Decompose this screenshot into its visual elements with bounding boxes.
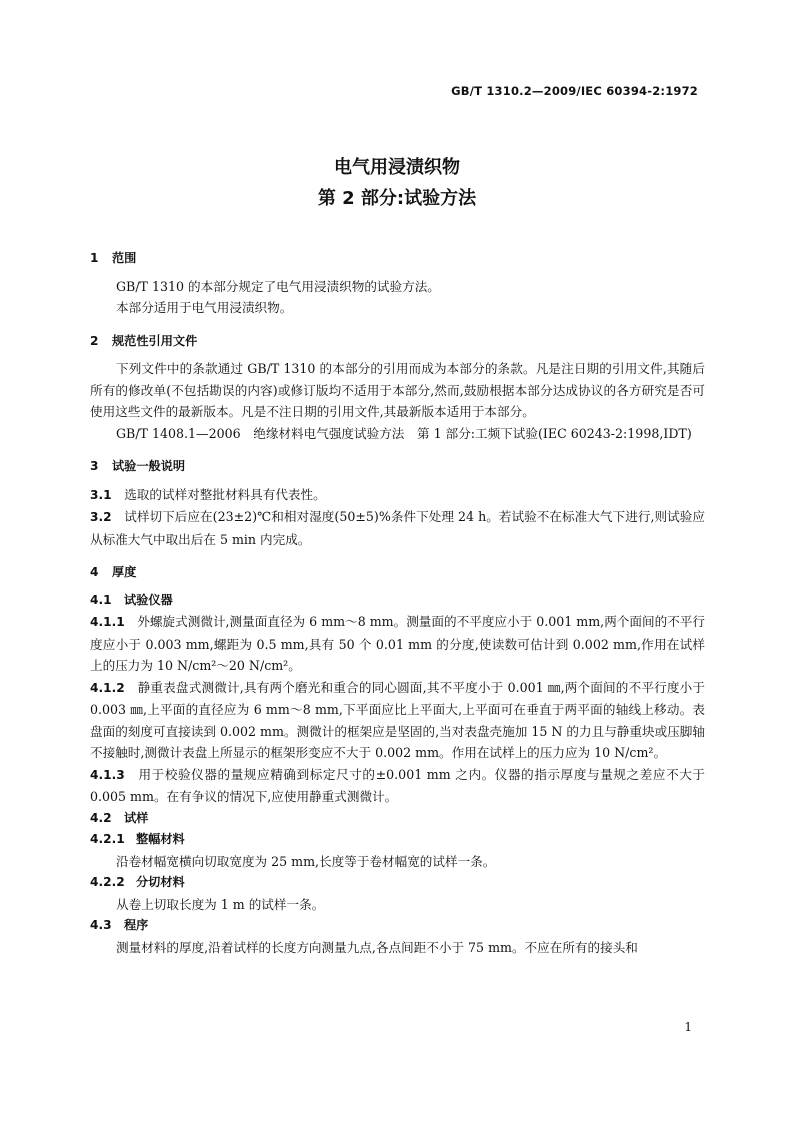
document-title-line2: 第 2 部分:试验方法 (317, 188, 477, 209)
clause-number: 4.2.2 (90, 875, 125, 889)
clause-3-2 (90, 506, 705, 550)
section-3-heading (90, 456, 705, 478)
clause-3-1 (90, 484, 705, 507)
section-number: 4 (90, 565, 99, 579)
clause-number: 3.2 (90, 510, 112, 524)
clause-number: 4.2.1 (90, 832, 125, 846)
clause-number: 4.1.3 (90, 767, 125, 782)
paragraph: 沿卷材幅宽横向切取宽度为 25 mm,长度等于卷材幅宽的试样一条。 (116, 853, 496, 869)
clause-4-2-1-heading (90, 829, 705, 851)
clause-title: 分切材料 (136, 875, 185, 889)
section-title: 试验一般说明 (112, 459, 186, 473)
reference-item: GB/T 1408.1—2006 绝缘材料电气强度试验方法 第 1 部分:工频下试验(IEC 60243-2:1998,IDT) (116, 425, 692, 441)
page-number: 1 (684, 1020, 692, 1034)
section-1-heading (90, 248, 705, 270)
clause-4-2-2-heading (90, 872, 705, 894)
clause-4-2-heading (90, 808, 705, 830)
section-2-heading (90, 331, 705, 353)
clause-text: 选取的试样对整批材料具有代表性。 (124, 486, 326, 502)
section-title: 厚度 (112, 565, 137, 579)
section-title: 规范性引用文件 (112, 333, 198, 348)
clause-4-3-heading (90, 915, 705, 937)
standard-number: GB/T 1310.2—2009/IEC 60394-2:1972 (451, 84, 698, 98)
clause-number: 4.3 (90, 918, 112, 932)
clause-text: 用于校验仪器的量规应精确到标定尺寸的±0.001 mm 之内。仪器的指示厚度与量规之差应不大于 0.005 mm。在有争议的情况下,应使用静重式测微计。 (90, 766, 706, 804)
paragraph: GB/T 1310 的本部分规定了电气用浸渍织物的试验方法。 (116, 278, 440, 294)
section-4-heading (90, 562, 705, 584)
section-number: 2 (90, 333, 99, 348)
section-title: 范围 (112, 251, 137, 265)
clause-number: 4.2 (90, 810, 112, 825)
clause-4-1-3 (90, 764, 705, 808)
paragraph: 下列文件中的条款通过 GB/T 1310 的本部分的引用而成为本部分的条款。凡是注日期的引用文件,其随后所有的修改单(不包括勘误的内容)或修订版均不适用于本部分,然而,鼓励根据本部分达成协议的各方研究是否可使用这些文件的最新版本。凡是不注日期的引用文件,其最新版本适用于本部分。 (90, 361, 705, 419)
clause-text: 外螺旋式测微计,测量面直径为 6 mm～8 mm。测量面的不平度应小于 0.001 mm,两个面间的不平行度应小于 0.003 mm,螺距为 0.5 mm,具有 50 个 0.01 mm 的分度,使读数可估计到 0.002 mm,作用在试样上的压力为 10 N/cm²～20 N/cm²。 (90, 614, 706, 673)
clause-4-1-heading (90, 590, 705, 612)
clause-number: 4.1.2 (90, 680, 125, 695)
paragraph: 从卷上切取长度为 1 m 的试样一条。 (116, 896, 325, 912)
clause-title: 试样 (124, 810, 149, 825)
document-title-line1: 电气用浸渍织物 (334, 157, 460, 178)
clause-text: 静重表盘式测微计,具有两个磨光和重合的同心圆面,其不平度小于 0.001 ㎜,两个面间的不平行度小于 0.003 ㎜,上平面的直径应为 6 mm～8 mm,下平面应比上平面大,上平面可在垂直于两平面的轴线上移动。表盘面的刻度可直接读到 0.002 mm。测微计的框架应是坚固的,当对表盘壳施加 15 N 的力且与静重块或压脚轴不接触时,测微计表盘上所显示的框架形变应不大于 0.002 mm。作用在试样上的压力应为 10 N/cm²。 (90, 679, 705, 760)
clause-4-1-2 (90, 677, 705, 764)
paragraph: 测量材料的厚度,沿着试样的长度方向测量九点,各点间距不小于 75 mm。不应在所有的接头和 (116, 939, 638, 955)
clause-number: 3.1 (90, 487, 112, 502)
clause-title: 整幅材料 (136, 832, 185, 846)
clause-number: 4.1.1 (90, 615, 125, 629)
clause-title: 程序 (124, 918, 149, 932)
paragraph: 本部分适用于电气用浸渍织物。 (116, 300, 293, 315)
clause-number: 4.1 (90, 592, 112, 607)
clause-4-1-1 (90, 611, 705, 677)
clause-text: 试样切下后应在(23±2)℃和相对湿度(50±5)%条件下处理 24 h。若试验不在标准大气下进行,则试验应从标准大气中取出后在 5 min 内完成。 (90, 509, 705, 547)
clause-title: 试验仪器 (124, 592, 173, 607)
document-body (90, 248, 705, 958)
section-number: 3 (90, 459, 99, 473)
section-number: 1 (90, 251, 99, 265)
